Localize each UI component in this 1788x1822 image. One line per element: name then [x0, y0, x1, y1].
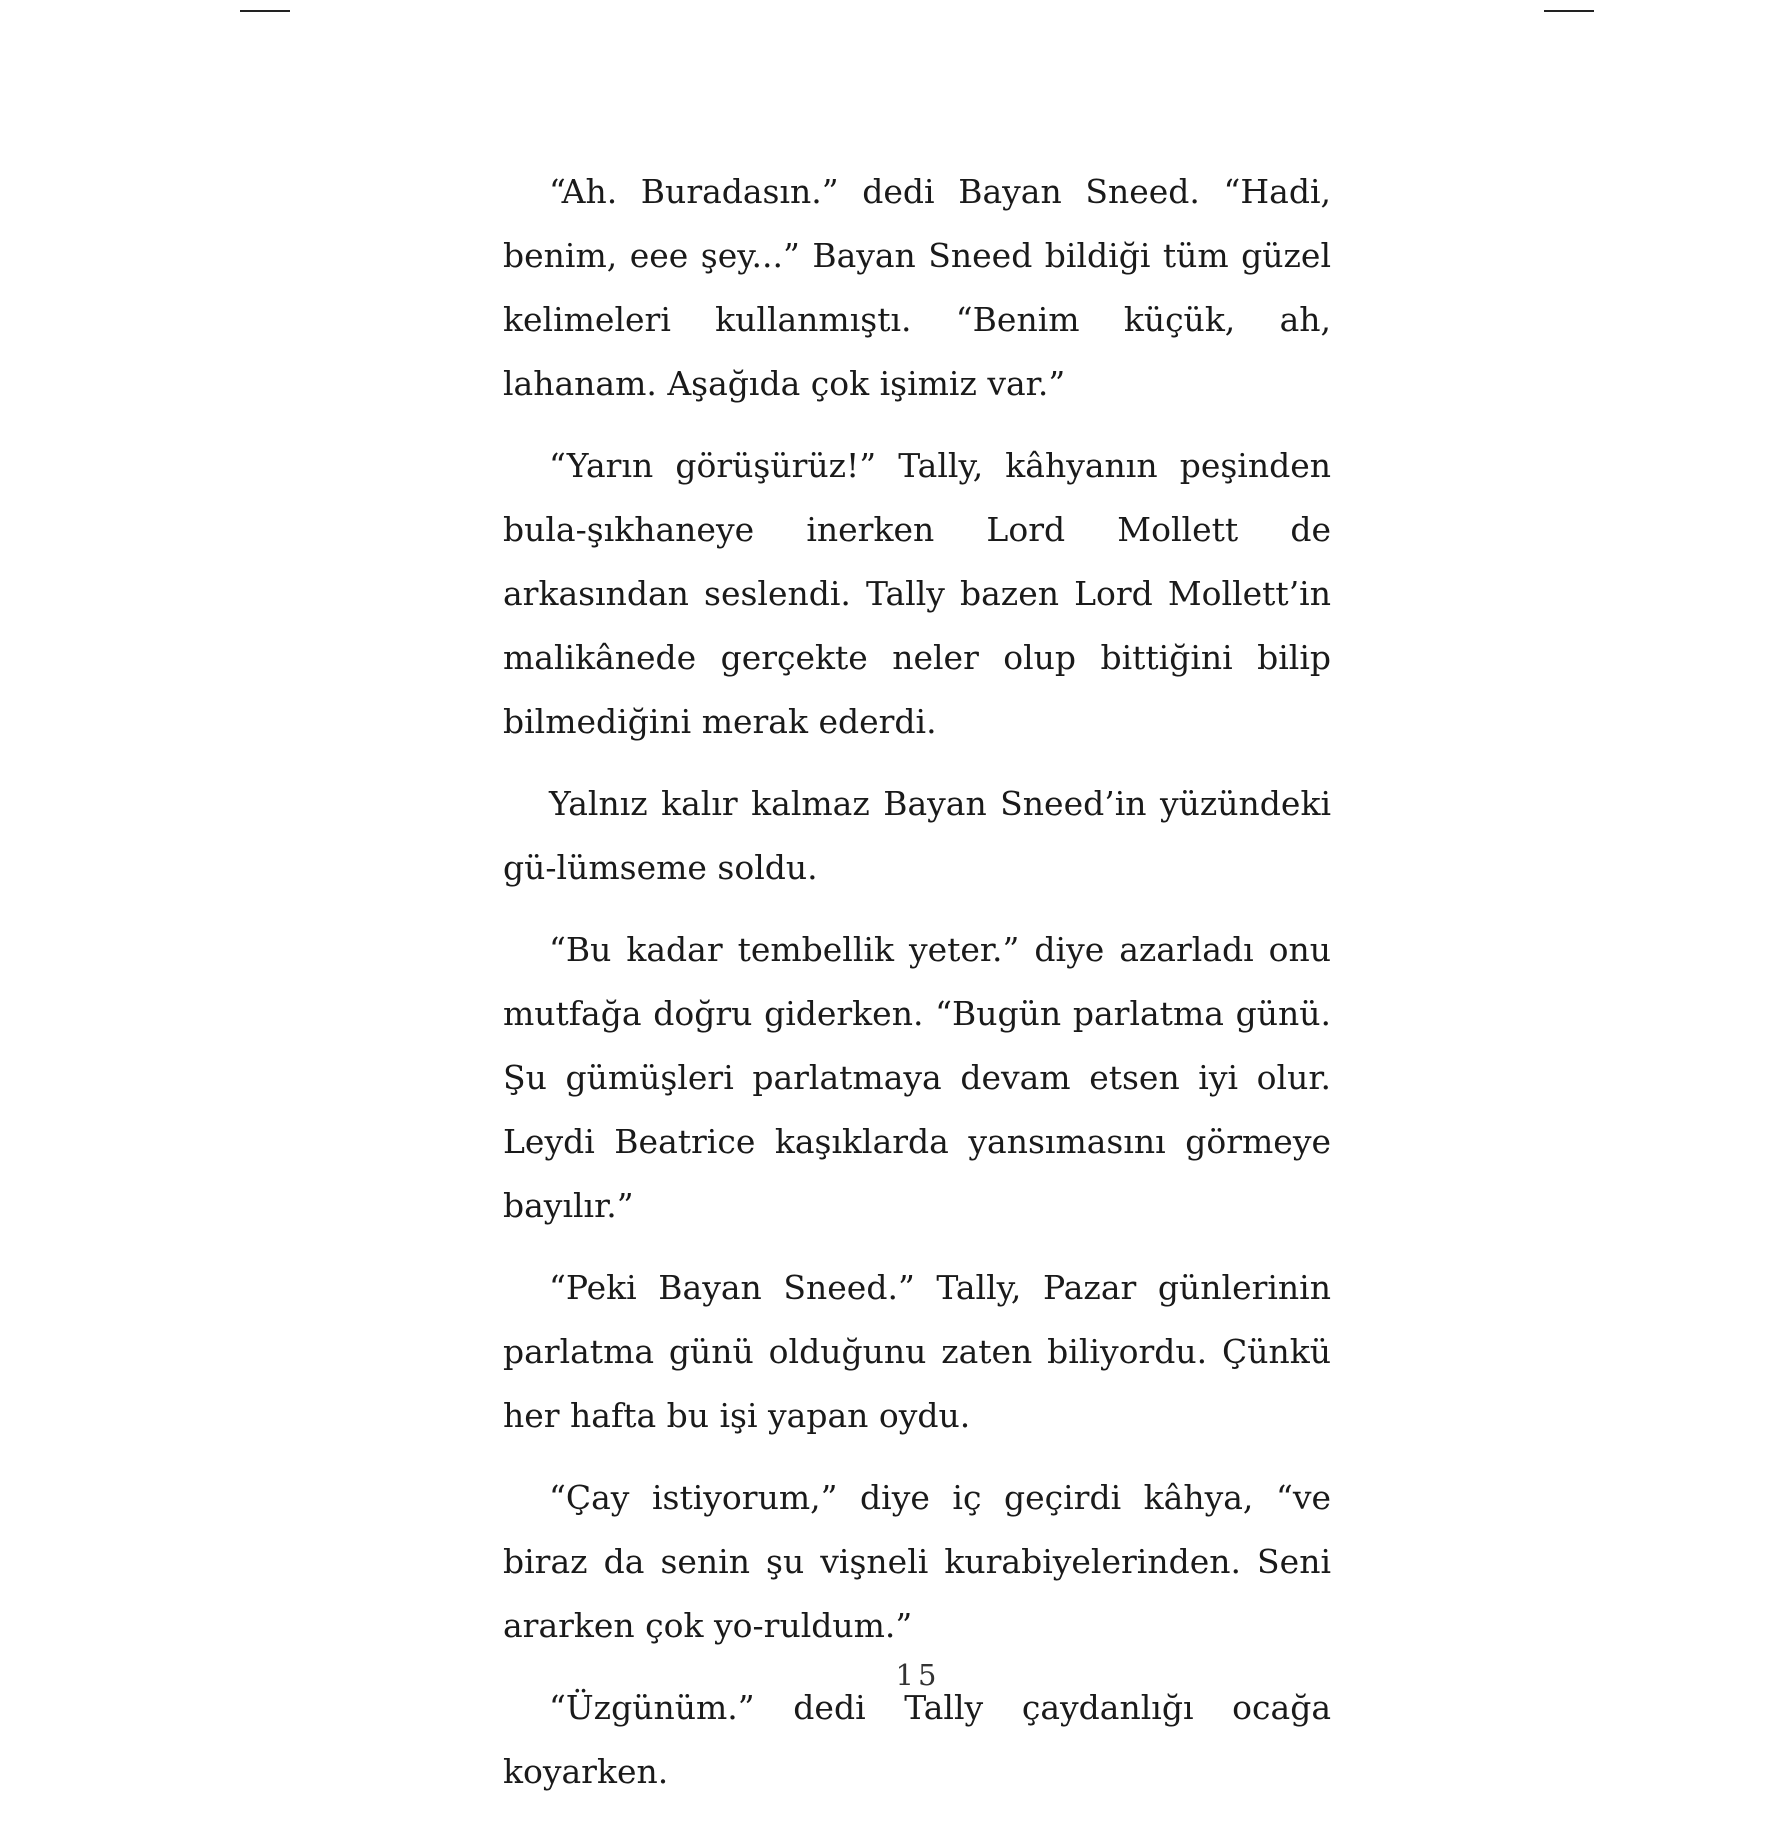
crop-mark-right [1544, 10, 1594, 12]
paragraph: “Üzgünüm.” dedi Tally çaydanlığı ocağa koyarken. [503, 1688, 1331, 1791]
paragraph: “Bu kadar tembellik yeter.” diye azarladı onu mutfağa doğru giderken. “Bugün parlatma günü. Şu gümüşleri parlatmaya devam etsen iyi olur. Leydi Beatrice kaşıklarda yansımasını görmeye bayılır.” [503, 930, 1331, 1225]
paragraph: Yalnız kalır kalmaz Bayan Sneed’in yüzündeki gü-lümseme soldu. [503, 784, 1331, 887]
paragraph: “Yarın görüşürüz!” Tally, kâhyanın peşinden bula-şıkhaneye inerken Lord Mollett de arkasından seslendi. Tally bazen Lord Mollett’in malikânede gerçekte neler olup bittiğini bilip bilmediğini merak ederdi. [503, 446, 1331, 741]
body-text [503, 160, 1331, 1822]
crop-mark-left [240, 10, 290, 12]
paragraph: “Ah. Buradasın.” dedi Bayan Sneed. “Hadi, benim, eee şey...” Bayan Sneed bildiği tüm güzel kelimeleri kullanmıştı. “Benim küçük, ah, lahanam. Aşağıda çok işimiz var.” [503, 172, 1331, 403]
page-number: 15 [895, 1658, 941, 1692]
paragraph: “Peki Bayan Sneed.” Tally, Pazar günlerinin parlatma günü olduğunu zaten biliyordu. Çünkü her hafta bu işi yapan oydu. [503, 1268, 1331, 1435]
paragraph: “Çay istiyorum,” diye iç geçirdi kâhya, “ve biraz da senin şu vişneli kurabiyelerinden. Seni ararken çok yo-ruldum.” [503, 1478, 1331, 1645]
